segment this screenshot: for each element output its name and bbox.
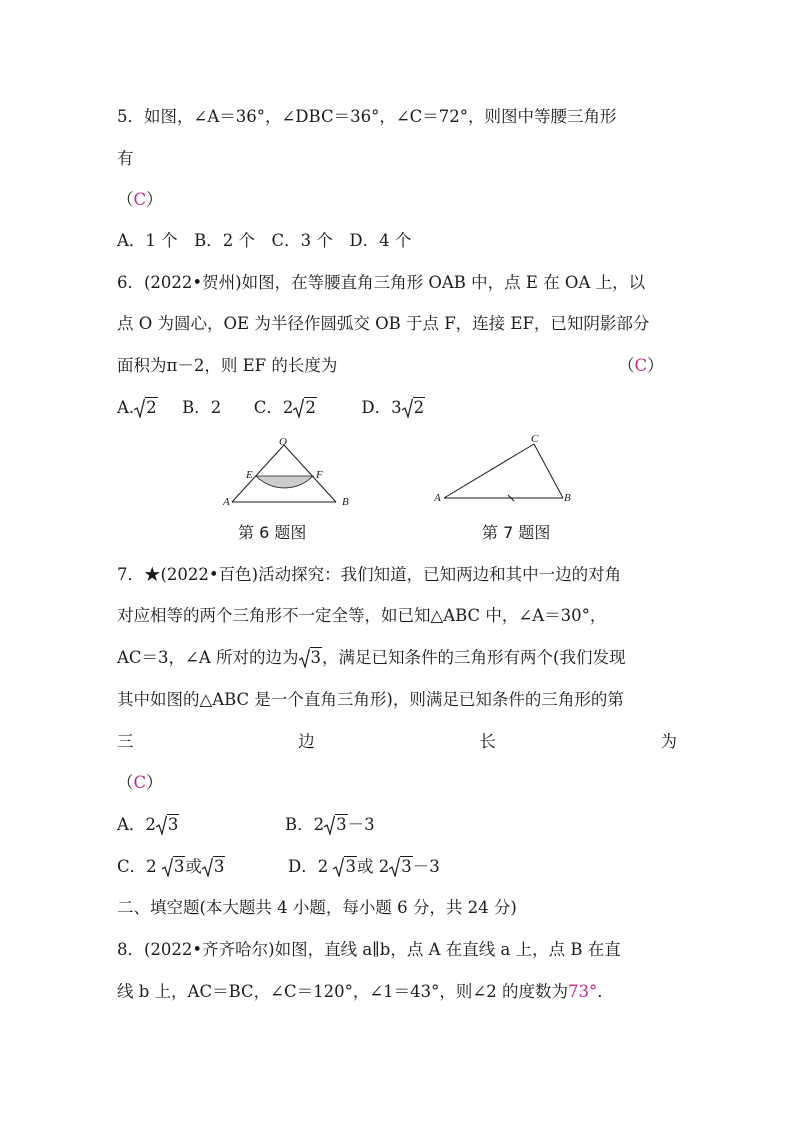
sqrt-icon: 3 xyxy=(333,856,357,878)
q6-option-b: B．2 xyxy=(182,398,222,417)
sqrt-icon: 2 xyxy=(293,397,317,419)
word: 三 xyxy=(117,732,134,751)
paren-open: （ xyxy=(117,190,134,209)
paren-close: ） xyxy=(146,773,163,792)
q7-option-b: B．2 3－3 xyxy=(285,815,375,834)
q7-option-d: D．2 3或 2 3－3 xyxy=(288,857,440,876)
paren-open: （ xyxy=(618,356,635,375)
paren-open: （ xyxy=(117,773,134,792)
paren-close: ） xyxy=(647,356,664,375)
sqrt-icon: 2 xyxy=(134,397,158,419)
label-b: B xyxy=(342,496,349,508)
shaded-segment xyxy=(256,476,313,488)
q7-stem-line1: 7．★(2022•百色)活动探究：我们知道，已知两边和其中一边的对角 xyxy=(117,565,622,584)
q7-stem-line4: 其中如图的△ABC 是一个直角三角形)，则满足已知条件的三角形的第 xyxy=(117,690,624,709)
label-c: C xyxy=(531,433,539,445)
sqrt-icon: 3 xyxy=(299,647,323,669)
sqrt-icon: 3 xyxy=(324,814,348,836)
q7-answer-paren xyxy=(117,772,163,794)
q7-stem-line3: AC＝3，∠A 所对的边为 3，满足已知条件的三角形有两个(我们发现 xyxy=(117,648,626,667)
sqrt-icon: 3 xyxy=(202,856,226,878)
q6-answer-paren xyxy=(618,355,664,377)
label-a: A xyxy=(434,492,441,504)
figure7-diagram xyxy=(430,432,580,512)
q7-option-c: C．2 3或 3 xyxy=(117,857,225,876)
q7-option-a: A．2 3 xyxy=(117,815,179,834)
q5-options: A．1 个 B．2 个 C．3 个 D．4 个 xyxy=(117,231,412,250)
sqrt-icon: 3 xyxy=(162,856,186,878)
figure7-caption: 第 7 题图 xyxy=(482,523,551,542)
q5-answer: C xyxy=(133,190,147,209)
q8-stem-line2: 线 b 上，AC＝BC，∠C＝120°，∠1＝43°，则∠2 的度数为73°． xyxy=(117,982,614,1001)
q5-stem-line1: 5．如图，∠A＝36°，∠DBC＝36°，∠C＝72°，则图中等腰三角形 xyxy=(117,107,617,126)
q6-option-d: D．3 2 xyxy=(361,398,425,417)
q5-stem-line2: 有 xyxy=(117,149,134,168)
q6-option-c: C．2 2 xyxy=(253,398,316,417)
q5-answer-paren xyxy=(117,189,163,211)
label-e: E xyxy=(246,469,253,481)
label-o: O xyxy=(279,436,287,448)
q6-answer: C xyxy=(634,356,648,375)
sqrt-icon: 3 xyxy=(156,814,180,836)
word: 边 xyxy=(298,732,315,751)
label-b: B xyxy=(564,492,571,504)
section2-title: 二、填空题(本大题共 4 小题，每小题 6 分，共 24 分) xyxy=(117,898,517,917)
q6-stem-line2: 点 O 为圆心，OE 为半径作圆弧交 OB 于点 F，连接 EF，已知阴影部分 xyxy=(117,314,650,333)
q7-answer: C xyxy=(133,773,147,792)
q8-answer: 73° xyxy=(567,982,598,1001)
paren-close: ） xyxy=(146,190,163,209)
word: 长 xyxy=(479,732,496,751)
q7-stem-line2: 对应相等的两个三角形不一定全等，如已知△ABC 中，∠A＝30°， xyxy=(117,606,607,625)
label-a: A xyxy=(223,496,230,508)
q7-stem-line5 xyxy=(117,731,677,753)
word: 为 xyxy=(660,732,677,751)
label-f: F xyxy=(316,469,323,481)
sqrt-icon: 2 xyxy=(402,397,426,419)
q6-option-a: A. 2 xyxy=(117,398,157,417)
q6-stem-line1: 6．(2022•贺州)如图，在等腰直角三角形 OAB 中，点 E 在 OA 上，以 xyxy=(117,273,646,292)
q6-stem-line3: 面积为π－2，则 EF 的长度为 xyxy=(117,356,338,375)
figure6-diagram xyxy=(220,432,360,512)
q8-stem-line1: 8．(2022•齐齐哈尔)如图，直线 a∥b，点 A 在直线 a 上，点 B 在直 xyxy=(117,940,621,959)
q6-options xyxy=(117,397,425,419)
figure6-caption: 第 6 题图 xyxy=(238,523,307,542)
sqrt-icon: 3 xyxy=(389,856,413,878)
